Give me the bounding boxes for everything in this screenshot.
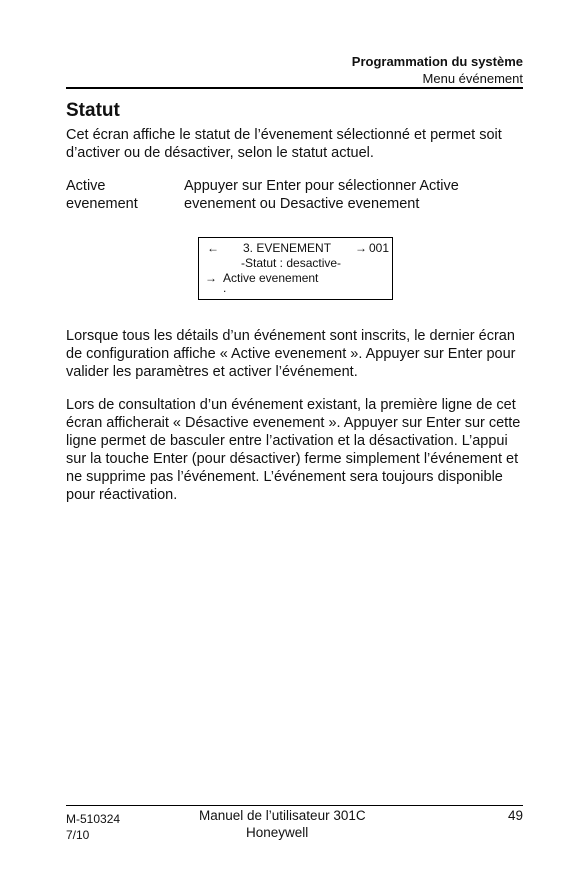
page-number: 49 <box>507 808 523 823</box>
paragraph-activation: Lorsque tous les détails d’un événement sont inscrits, le dernier écran de configuration affiche « Active evenement ». Appuyer sur Enter pour valider les paramètres et activer l’événement. <box>66 328 516 380</box>
left-arrow-icon: ← <box>207 241 219 255</box>
footer-date: 7/10 <box>66 828 90 842</box>
header-title: Programmation du système <box>351 54 523 69</box>
header-divider <box>66 87 523 89</box>
footer-brand: Honeywell <box>246 825 309 840</box>
footer-manual-title: Manuel de l’utilisateur 301C <box>199 808 366 823</box>
selection-arrow-icon: → <box>205 271 217 285</box>
paragraph-consultation: Lors de consultation d’un événement existant, la première ligne de cet écran afficherait « Désactive evenement ». Appuyer sur Enter sur cette ligne permet de basculer entre l’activation et la désactivation. L’appui sur la touche Enter (pour désactiver) ferme simplement l’événement et ne supprime pas l’événement. L’événement sera toujours disponible pour réactivation. <box>66 397 521 503</box>
definition-term: Active evenement <box>66 178 138 212</box>
lcd-event-number: 001 <box>369 241 390 255</box>
lcd-line-3: Active evenement <box>223 271 319 285</box>
definition-description: Appuyer sur Enter pour sélectionner Active evenement ou Desactive evenement <box>184 178 459 212</box>
lcd-line-2: -Statut : desactive- <box>241 256 342 270</box>
lcd-screen <box>198 237 393 300</box>
header-subtitle: Menu événement <box>422 71 523 86</box>
footer-divider <box>66 805 523 806</box>
lcd-line-1: 3. EVENEMENT <box>243 241 332 255</box>
footer-doc-code: M-510324 <box>66 812 121 826</box>
intro-paragraph: Cet écran affiche le statut de l’évenement sélectionné et permet soit d’activer ou de désactiver, selon le statut actuel. <box>66 127 502 161</box>
right-arrow-icon: → <box>355 241 367 255</box>
section-title: Statut <box>66 100 120 121</box>
lcd-line-4: . <box>223 281 227 295</box>
